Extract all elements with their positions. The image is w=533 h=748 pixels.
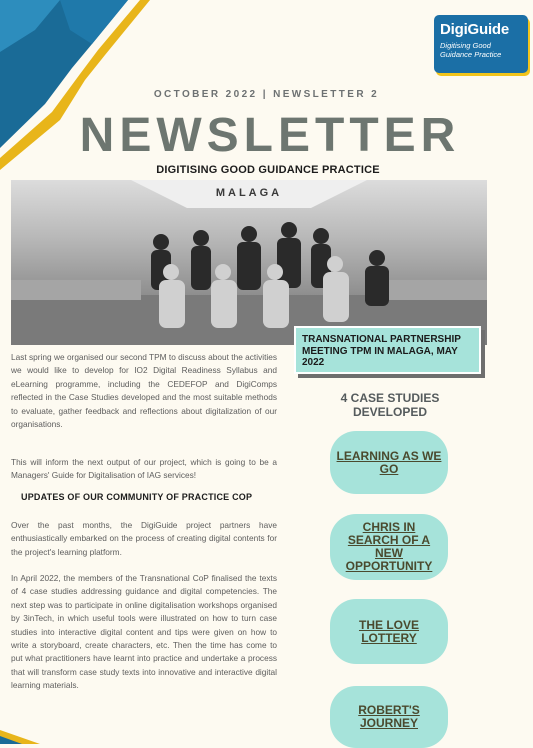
case-study-the-love-lottery[interactable]	[330, 599, 448, 664]
article-paragraph: Last spring we organised our second TPM to discuss about the activities we would like to develop for IO2 Digital Readiness Syllabus and eLearning programme, including the CEDEFOP and DigiComps reflected in the Case Studies developed and the most suitable methods to evaluate, gather feedback and reflections about digitalization of our organisations.	[11, 352, 277, 430]
case-study-label: LEARNING AS WE GO	[336, 448, 442, 476]
group-photo-illustration	[11, 180, 487, 345]
section-heading: UPDATES OF OUR COMMUNITY OF PRACTICE COP	[21, 492, 253, 502]
page-subtitle: DIGITISING GOOD GUIDANCE PRACTICE	[156, 164, 380, 176]
case-study-learning-as-we-go[interactable]	[330, 431, 448, 494]
photo-sign: MALAGA	[215, 187, 283, 199]
corner-decoration-bottom	[0, 724, 60, 744]
logo-tagline: Digitising Good Guidance Practice	[440, 41, 502, 59]
photo-caption: TRANSNATIONAL PARTNERSHIP MEETING TPM IN MALAGA, MAY 2022	[294, 326, 481, 374]
article-paragraph: This will inform the next output of our project, which is going to be a Managers' Guide for Digitalisation of IAG services!	[11, 457, 277, 481]
article-paragraph: Over the past months, the DigiGuide project partners have enthusiastically embarked on the process of creating digital contents for the project's learning platform.	[11, 520, 277, 557]
case-study-label: CHRIS IN SEARCH OF A NEW OPPORTUNITY	[345, 520, 433, 573]
case-study-label: ROBERT'S JOURNEY	[358, 703, 420, 730]
case-studies-heading: 4 CASE STUDIES DEVELOPED	[340, 391, 440, 419]
digiguide-logo	[434, 15, 528, 73]
case-study-label: THE LOVE LOTTERY	[358, 617, 419, 645]
issue-line: OCTOBER 2022 | NEWSLETTER 2	[153, 89, 380, 100]
group-photo	[11, 180, 487, 345]
case-study-chris-in-search[interactable]	[330, 514, 448, 580]
case-study-roberts-journey[interactable]	[330, 686, 448, 748]
page-title: NEWSLETTER	[79, 109, 461, 162]
logo-brand: DigiGuide	[440, 21, 510, 38]
article-paragraph: In April 2022, the members of the Transnational CoP finalised the texts of 4 case studies addressing guidance and digital competencies. The next step was to participate in online digitalisation workshops organised by 3inTech, in which useful tools were illustrated on how to turn case studies into interactive digital content and tips were given on how to write a storyboard, create characters, etc. Then the time has come to put what practitioners have learnt into practice and undertake a process that will transform case study texts into innovative and interactive digital learning materials.	[11, 573, 277, 691]
